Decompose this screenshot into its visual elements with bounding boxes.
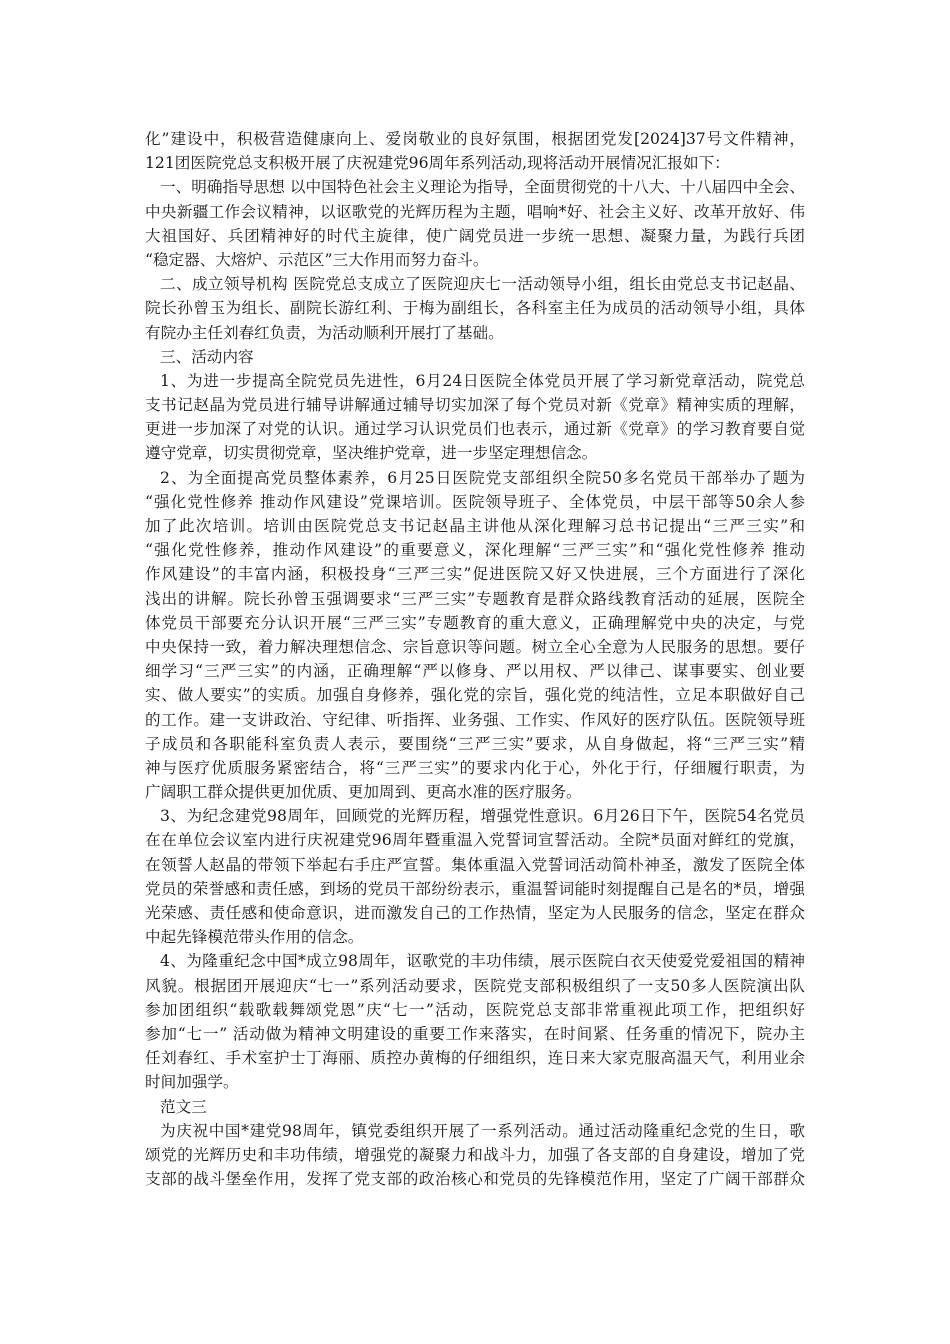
text-line: 在领誓人赵晶的带领下举起右手庄严宣誓。集体重温入党誓词活动简朴神圣，激发了医院全体 [145, 855, 805, 874]
text-line: 神与医疗优质服务紧密结合，将“三严三实”的要求内化于心，外化于行，仔细履行职责，为 [145, 758, 805, 777]
text-line: 实、做人要实”的实质。加强自身修养，强化党的宗旨，强化党的纯洁性，立足本职做好自己 [145, 686, 805, 705]
text-line: 三、活动内容 [160, 347, 254, 366]
text-line: 的工作。建一支讲政治、守纪律、听指挥、业务强、工作实、作风好的医疗队伍。医院领导班 [145, 710, 805, 729]
text-line: 一、明确指导思想 以中国特色社会主义理论为指导，全面贯彻党的十八大、十八届四中全会、 [160, 178, 805, 197]
text-line: 中起先锋模范带头作用的信念。 [145, 928, 364, 947]
text-line: “强化党性修养，推动作风建设”的重要意义，深化理解“三严三实”和“强化党性修养 推动 [145, 541, 805, 560]
text-line: 在在单位会议室内进行庆祝建党96周年暨重温入党誓词宣誓活动。全院*员面对鲜红的党旗， [145, 831, 805, 850]
text-line: 广阔职工群众提供更加优质、更加周到、更高水准的医疗服务。 [145, 783, 582, 802]
text-line: 范文三 [160, 1097, 207, 1116]
text-line: 遵守党章，切实贯彻党章，坚决维护党章，进一步坚定理想信念。 [145, 444, 598, 463]
text-line: 任刘春红、手术室护士丁海丽、质控办黄梅的仔细组织，连日来大家克服高温天气，利用业余 [145, 1049, 805, 1068]
text-line: 细学习“三严三实”的内涵，正确理解“严以修身、严以用权、严以律己、谋事要实、创业要 [145, 662, 805, 681]
text-line: 参加团组织“载歌载舞颂党恩”庆“七一”活动，医院党总支部非常重视此项工作，把组织好 [145, 1000, 805, 1019]
text-line: 大祖国好、兵团精神好的时代主旋律，使广阔党员进一步统一思想、凝聚力量，为践行兵团 [145, 226, 805, 245]
text-line: “强化党性修养 推动作风建设”党课培训。医院领导班子、全体党员，中层干部等50余人参 [145, 492, 805, 511]
text-line: 参加“七一” 活动做为精神文明建设的重要工作来落实，在时间紧、任务重的情况下，院办主 [145, 1024, 805, 1043]
text-line: 风貌。根据团开展迎庆“七一”系列活动要求，医院党支部积极组织了一支50多人医院演出队 [145, 976, 805, 995]
text-line: “稳定器、大熔炉、示范区”三大作用而努力奋斗。 [145, 250, 489, 269]
text-line: 为庆祝中国*建党98周年，镇党委组织开展了一系列活动。通过活动隆重纪念党的生日，歌 [160, 1121, 805, 1140]
text-line: 1、为进一步提高全院党员先进性，6月24日医院全体党员开展了学习新党章活动，院党总 [160, 371, 805, 390]
text-line: 有院办主任刘春红负责，为活动顺利开展打了基础。 [145, 323, 504, 342]
text-line: 二、成立领导机构 医院党总支成立了医院迎庆七一活动领导小组，组长由党总支书记赵晶、 [160, 275, 805, 294]
text-line: 2、为全面提高党员整体素养，6月25日医院党支部组织全院50多名党员干部举办了题为 [160, 468, 805, 487]
text-line: 支书记赵晶为党员进行辅导讲解通过辅导切实加深了每个党员对新《党章》精神实质的理解， [145, 396, 805, 415]
document-body [145, 127, 805, 1191]
text-line: 中央新疆工作会议精神，以讴歌党的光辉历程为主题，唱响*好、社会主义好、改革开放好、伟 [145, 202, 805, 221]
text-line: 子成员和各职能科室负责人表示，要围绕“三严三实”要求，从自身做起，将“三严三实”精 [145, 734, 805, 753]
text-line: 3、为纪念建党98周年，回顾党的光辉历程，增强党性意识。6月26日下午，医院54名党员 [160, 807, 805, 826]
text-line: 121团医院党总支积极开展了庆祝建党96周年系列活动,现将活动开展情况汇报如下： [145, 154, 730, 173]
text-line: 浅出的讲解。院长孙曾玉强调要求“三严三实”专题教育是群众路线教育活动的延展，医院全 [145, 589, 805, 608]
text-line: 更进一步加深了对党的认识。通过学习认识党员们也表示，通过新《党章》的学习教育要自觉 [145, 420, 805, 439]
text-line: 作风建设”的丰富内涵，积极投身“三严三实”促进医院又好又快进展，三个方面进行了深化 [145, 565, 805, 584]
text-line: 党员的荣誉感和责任感，到场的党员干部纷纷表示，重温誓词能时刻提醒自己是名的*员，增强 [145, 879, 805, 898]
text-line: 化”建设中，积极营造健康向上、爱岗敬业的良好氛围，根据团党发[2024]37号文件精神， [145, 130, 805, 148]
text-line: 体党员干部要充分认识开展“三严三实”专题教育的重大意义，正确理解党中央的决定，与党 [145, 613, 805, 632]
text-line: 加了此次培训。培训由医院党总支书记赵晶主讲他从深化理解习总书记提出“三严三实”和 [145, 517, 805, 535]
text-line: 颂党的光辉历史和丰功伟绩，增强党的凝聚力和战斗力，加强了各支部的自身建设，增加了党 [145, 1145, 805, 1164]
text-line: 院长孙曾玉为组长、副院长游红利、于梅为副组长，各科室主任为成员的活动领导小组，具体 [145, 299, 805, 318]
text-line: 中央保持一致，着力解决理想信念、宗旨意识等问题。树立全心全意为人民服务的思想。要仔 [145, 637, 805, 656]
text-line: 时间加强学。 [145, 1073, 239, 1092]
text-line: 支部的战斗堡垒作用，发挥了党支部的政治核心和党员的先锋模范作用，坚定了广阔干部群众 [145, 1170, 805, 1189]
text-line: 光荣感、责任感和使命意识，进而激发自己的工作热情，坚定为人民服务的信念，坚定在群众 [145, 904, 805, 922]
text-line: 4、为隆重纪念中国*成立98周年，讴歌党的丰功伟绩，展示医院白衣天使爱党爱祖国的精神 [160, 952, 805, 971]
